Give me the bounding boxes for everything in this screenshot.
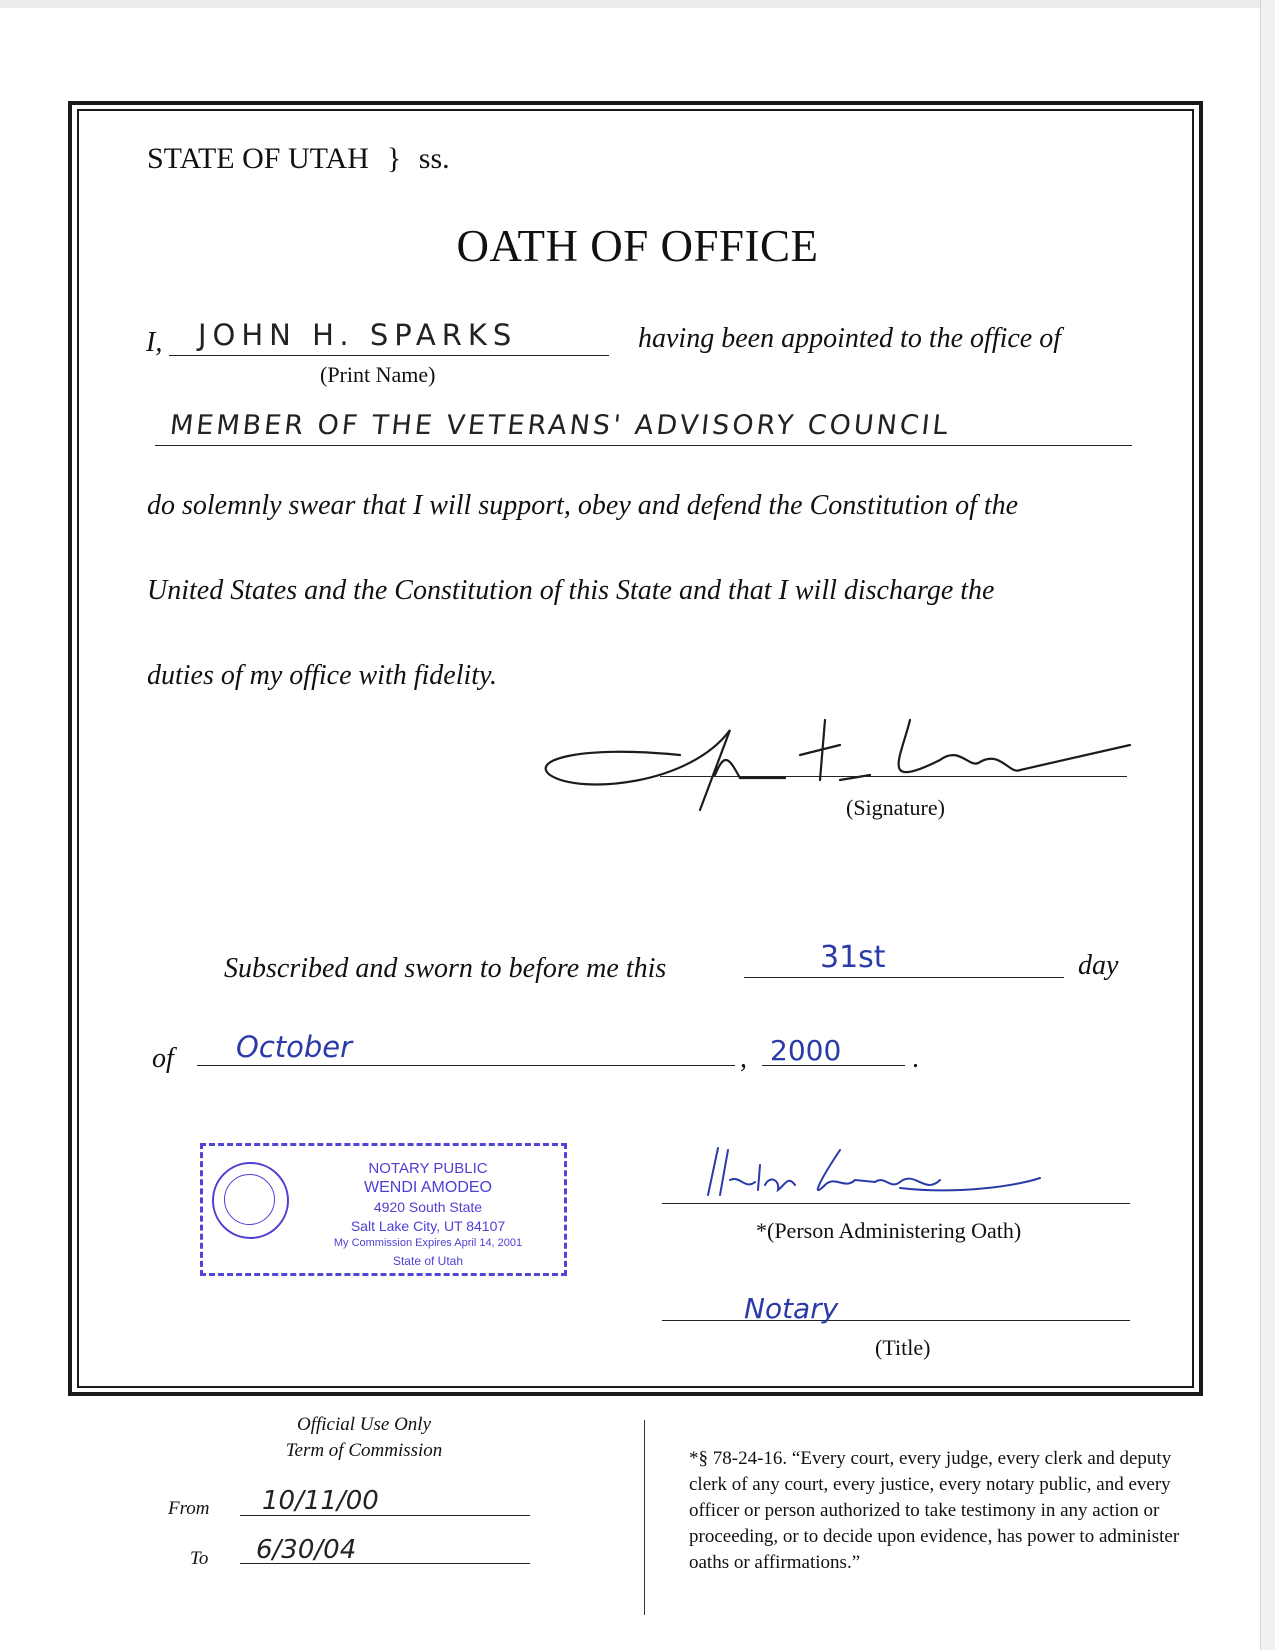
stamp-line-3: 4920 South State — [373, 1199, 483, 1215]
subscribed-text: Subscribed and sworn to before me this — [224, 953, 667, 984]
ss-label: ss. — [418, 142, 450, 175]
day-label: day — [1078, 950, 1119, 981]
month-line — [197, 1065, 735, 1066]
oath-prefix: I, — [146, 327, 163, 358]
day-line — [744, 977, 1064, 978]
administrator-line — [662, 1203, 1130, 1204]
from-handwritten: 10/11/00 — [262, 1486, 379, 1516]
stamp-line-6: State of Utah — [392, 1254, 464, 1268]
office-line — [155, 445, 1132, 446]
footer-divider — [644, 1420, 645, 1615]
state-label: STATE OF UTAH — [147, 142, 369, 175]
date-comma: , — [740, 1043, 747, 1074]
month-handwritten: October — [236, 1030, 353, 1064]
title-handwritten: Notary — [744, 1292, 839, 1325]
official-use-label: Official Use Only — [296, 1414, 432, 1435]
print-name-handwritten: JOHN H. SPARKS — [198, 318, 518, 352]
oath-line-1: do solemnly swear that I will support, obey and defend the Constitution of the — [147, 490, 1019, 521]
oath-line-3: duties of my office with fidelity. — [147, 660, 497, 691]
to-label: To — [190, 1548, 209, 1569]
title-caption: (Title) — [875, 1335, 931, 1360]
appointed-text: having been appointed to the office of — [638, 323, 1062, 354]
office-handwritten: MEMBER OF THE VETERANS' ADVISORY COUNCIL — [168, 410, 953, 441]
from-label: From — [168, 1498, 210, 1519]
brace-symbol: } — [386, 142, 402, 175]
title-line — [662, 1320, 1130, 1321]
statute-text: *§ 78-24-16. “Every court, every judge, every clerk and deputy clerk of any court, every justice, every notary public, and every officer or person authorized to take testimony in any action or proceeding, or to decide upon evidence, has power to administer oaths or affirmations.” — [689, 1448, 1180, 1573]
administrator-caption: *(Person Administering Oath) — [756, 1218, 1022, 1243]
print-name-line — [169, 355, 609, 356]
jurisdiction-line — [147, 142, 450, 176]
day-handwritten: 31st — [820, 940, 886, 975]
signature-caption: (Signature) — [846, 795, 945, 820]
stamp-line-5: My Commission Expires April 14, 2001 — [333, 1237, 523, 1249]
state-seal-icon — [212, 1162, 289, 1239]
year-handwritten: 2000 — [770, 1034, 842, 1067]
signature-line — [660, 776, 1127, 777]
scan-edge-top — [0, 0, 1275, 8]
notary-stamp — [200, 1143, 567, 1276]
term-of-commission-label: Term of Commission — [285, 1440, 443, 1461]
date-period: . — [912, 1043, 919, 1074]
stamp-line-4: Salt Lake City, UT 84107 — [350, 1218, 506, 1234]
stamp-line-2: WENDI AMODEO — [363, 1179, 492, 1196]
print-name-caption: (Print Name) — [320, 362, 436, 387]
of-label: of — [152, 1043, 174, 1074]
to-handwritten: 6/30/04 — [256, 1535, 357, 1565]
stamp-line-1: NOTARY PUBLIC — [368, 1160, 488, 1177]
oath-line-2: United States and the Constitution of this State and that I will discharge the — [147, 575, 995, 606]
document-title: OATH OF OFFICE — [456, 221, 819, 271]
administrator-signature — [700, 1140, 1060, 1205]
